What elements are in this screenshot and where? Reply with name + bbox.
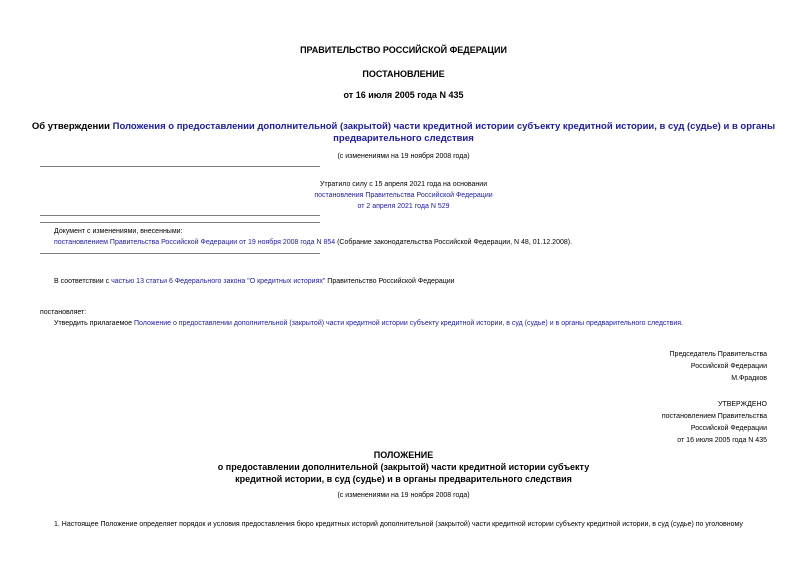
resolves-label: постановляет: (40, 309, 87, 316)
status-link-decree-date[interactable]: от 2 апреля 2021 года N 529 (357, 203, 450, 210)
signature-country: Российской Федерации (690, 363, 767, 370)
status-block (0, 179, 807, 212)
changes-line (54, 237, 572, 248)
status-line: Утратило силу с 15 апреля 2021 года на основании (319, 181, 488, 188)
approved-country: Российской Федерации (690, 425, 767, 432)
signature-name: М.Фрадков (731, 375, 767, 382)
regulation-paragraph-1: 1. Настоящее Положение определяет порядок и условия предоставления бюро кредитных историй дополнительной (закрытой) части кредитной истории субъекту кредитной истории, в суд (судье) по уголовному (54, 521, 743, 528)
signature-position: Председатель Правительства (669, 351, 767, 358)
resolves-suffix: . (681, 320, 683, 327)
approved-by: постановлением Правительства (661, 413, 767, 420)
preamble (54, 276, 455, 287)
preamble-suffix: Правительство Российской Федерации (325, 278, 455, 285)
regulation-subtitle: о предоставлении дополнительной (закрытой) части кредитной истории субъекту (217, 462, 590, 472)
signature-block (670, 349, 767, 385)
resolves-text (54, 318, 683, 329)
regulation-amendments-note: (с изменениями на 19 ноября 2008 года) (337, 492, 470, 499)
regulation-title-block (0, 449, 807, 485)
divider (40, 215, 320, 216)
preamble-link-law[interactable]: частью 13 статьи 6 Федерального закона "О кредитных историях" (111, 278, 326, 285)
amendments-note: (с изменениями на 19 ноября 2008 года) (337, 153, 470, 160)
divider (40, 166, 320, 167)
approved-block (662, 399, 767, 447)
divider (40, 222, 320, 223)
resolves-link-regulation[interactable]: Положение о предоставлении дополнительной (закрытой) части кредитной истории субъекту кредитной истории, в суд (судье) и в органы предварительного следствия (134, 320, 682, 327)
regulation-heading: ПОЛОЖЕНИЕ (373, 450, 434, 460)
changes-label: Документ с изменениями, внесенными: (54, 228, 183, 235)
title-prefix: Об утверждении (31, 121, 113, 132)
preamble-prefix: В соответствии с (54, 278, 112, 285)
document-type: ПОСТАНОВЛЕНИЕ (362, 69, 445, 79)
title-link-regulation[interactable]: Положения о предоставлении дополнительной (закрытой) части кредитной истории субъекту кредитной истории, в суд (судье) и в органы (112, 121, 776, 132)
document-date-number: от 16 июля 2005 года N 435 (343, 90, 464, 100)
divider (40, 253, 320, 254)
document-title (0, 121, 807, 145)
changes-link-decree[interactable]: постановлением Правительства Российской Федерации от 19 ноября 2008 года N 854 (54, 239, 336, 246)
resolves-prefix: Утвердить прилагаемое (54, 320, 135, 327)
government-name: ПРАВИТЕЛЬСТВО РОССИЙСКОЙ ФЕДЕРАЦИИ (300, 45, 507, 55)
title-link-regulation-cont[interactable]: предварительного следствия (333, 133, 474, 144)
changes-source: (Собрание законодательства Российской Федерации, N 48, 01.12.2008). (335, 239, 573, 246)
regulation-subtitle-cont: кредитной истории, в суд (судье) и в органы предварительного следствия (235, 474, 572, 484)
approved-date: от 16 июля 2005 года N 435 (677, 437, 767, 444)
status-link-decree[interactable]: постановления Правительства Российской Федерации (314, 192, 493, 199)
approved-label: УТВЕРЖДЕНО (717, 401, 767, 408)
